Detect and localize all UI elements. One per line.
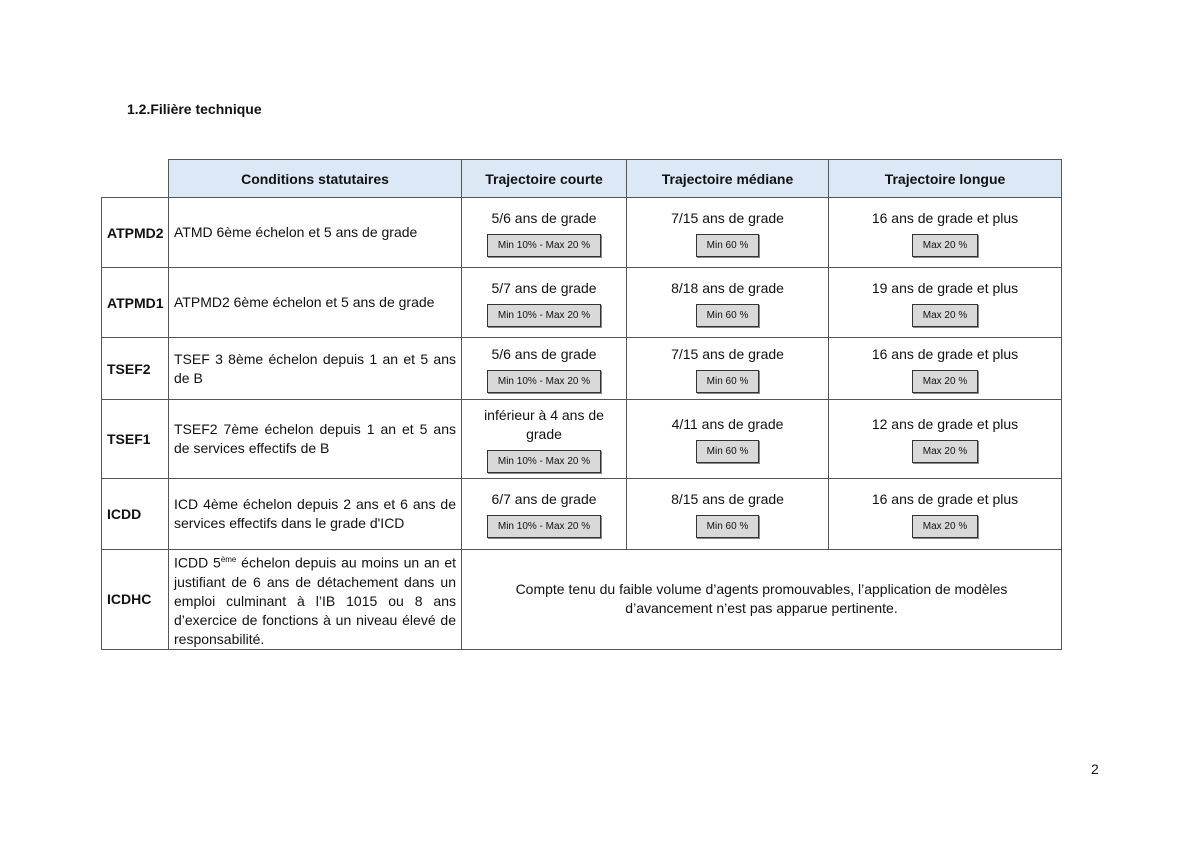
courte-badge: Min 10% - Max 20 % xyxy=(487,370,601,393)
mediane-badge: Min 60 % xyxy=(696,234,760,257)
condition-superscript: ème xyxy=(220,555,237,564)
table-row xyxy=(102,400,1062,479)
condition-text: ATPMD2 6ème échelon et 5 ans de grade xyxy=(169,268,462,338)
merged-note xyxy=(462,550,1062,650)
mediane-text: 7/15 ans de grade xyxy=(671,209,784,226)
merged-note-line2: d’avancement n’est pas apparue pertinente. xyxy=(625,600,898,617)
grade-code: TSEF1 xyxy=(102,400,169,479)
courte-text: 5/7 ans de grade xyxy=(491,279,597,296)
table-row xyxy=(102,268,1062,338)
table-row xyxy=(102,198,1062,268)
longue-cell xyxy=(829,268,1062,338)
longue-badge: Max 20 % xyxy=(912,370,978,393)
mediane-text: 8/18 ans de grade xyxy=(671,279,784,296)
mediane-cell xyxy=(627,338,829,400)
courte-cell xyxy=(462,400,627,479)
mediane-badge: Min 60 % xyxy=(696,370,760,393)
longue-text: 12 ans de grade et plus xyxy=(871,416,1019,432)
courte-cell xyxy=(462,198,627,268)
longue-text: 19 ans de grade et plus xyxy=(871,279,1019,296)
mediane-badge: Min 60 % xyxy=(696,515,760,538)
condition-text: ATMD 6ème échelon et 5 ans de grade xyxy=(169,198,462,268)
merged-note-line1: Compte tenu du faible volume d’agents promouvables, l’application de modèles xyxy=(515,581,1008,598)
header-trajectoire-longue: Trajectoire longue xyxy=(829,160,1062,198)
courte-cell xyxy=(462,268,627,338)
mediane-cell xyxy=(627,400,829,479)
mediane-badge: Min 60 % xyxy=(696,440,760,463)
condition-prefix: ICDD 5 xyxy=(174,554,221,571)
longue-cell xyxy=(829,479,1062,550)
longue-text: 16 ans de grade et plus xyxy=(871,491,1019,507)
mediane-cell xyxy=(627,198,829,268)
longue-badge: Max 20 % xyxy=(912,440,978,463)
grade-code: ICDHC xyxy=(102,550,169,650)
grade-code: ICDD xyxy=(102,479,169,550)
longue-cell xyxy=(829,198,1062,268)
courte-badge: Min 10% - Max 20 % xyxy=(487,450,601,473)
courte-cell xyxy=(462,338,627,400)
longue-cell xyxy=(829,400,1062,479)
header-trajectoire-mediane: Trajectoire médiane xyxy=(627,160,829,198)
table-row xyxy=(102,479,1062,550)
longue-badge: Max 20 % xyxy=(912,515,978,538)
condition-text xyxy=(169,550,462,650)
longue-cell xyxy=(829,338,1062,400)
longue-badge: Max 20 % xyxy=(912,234,978,257)
table-header-row xyxy=(102,160,1062,198)
courte-text: 5/6 ans de grade xyxy=(491,209,597,226)
section-title: 1.2.Filière technique xyxy=(127,101,262,117)
courte-text: 5/6 ans de grade xyxy=(491,345,597,362)
condition-text: TSEF2 7ème échelon depuis 1 an et 5 ans de services effectifs de B xyxy=(169,400,462,479)
courte-badge: Min 10% - Max 20 % xyxy=(487,234,601,257)
courte-text: 6/7 ans de grade xyxy=(491,491,597,507)
courte-cell xyxy=(462,479,627,550)
longue-text: 16 ans de grade et plus xyxy=(871,345,1019,362)
mediane-cell xyxy=(627,268,829,338)
grade-code: ATPMD1 xyxy=(102,268,169,338)
courte-badge: Min 10% - Max 20 % xyxy=(487,515,601,538)
longue-badge: Max 20 % xyxy=(912,304,978,327)
condition-text: TSEF 3 8ème échelon depuis 1 an et 5 ans de B xyxy=(169,338,462,400)
promotion-table xyxy=(101,159,1062,650)
header-trajectoire-courte: Trajectoire courte xyxy=(462,160,627,198)
grade-code: TSEF2 xyxy=(102,338,169,400)
table-row xyxy=(102,550,1062,650)
mediane-text: 4/11 ans de grade xyxy=(671,416,784,432)
condition-text: ICD 4ème échelon depuis 2 ans et 6 ans de services effectifs dans le grade d'ICD xyxy=(169,479,462,550)
longue-text: 16 ans de grade et plus xyxy=(871,209,1019,226)
mediane-text: 7/15 ans de grade xyxy=(671,345,784,362)
condition-rest: échelon depuis au moins un an et justifiant de 6 ans de détachement dans un emploi culminant à l’IB 1015 ou 8 ans d’exercice de fonctions à un niveau élevé de responsabilité. xyxy=(174,554,456,647)
mediane-badge: Min 60 % xyxy=(696,304,760,327)
table-row xyxy=(102,338,1062,400)
courte-text: inférieur à 4 ans de grade xyxy=(484,406,604,442)
header-corner xyxy=(102,160,169,198)
header-conditions: Conditions statutaires xyxy=(169,160,462,198)
mediane-text: 8/15 ans de grade xyxy=(671,491,784,507)
page-number: 2 xyxy=(1091,761,1099,777)
mediane-cell xyxy=(627,479,829,550)
courte-badge: Min 10% - Max 20 % xyxy=(487,304,601,327)
grade-code: ATPMD2 xyxy=(102,198,169,268)
